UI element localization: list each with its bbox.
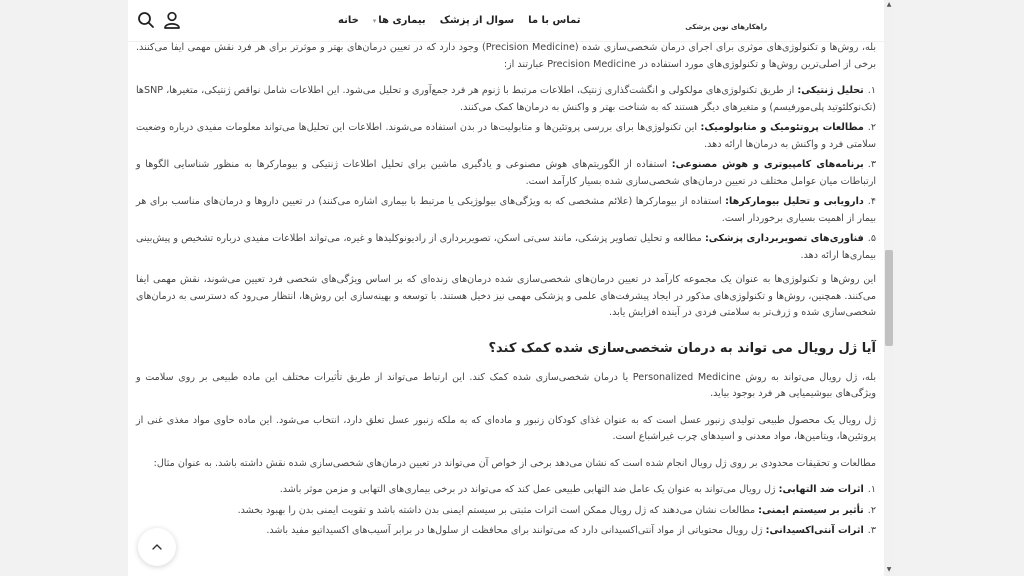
list-item-text: مطالعات نشان می‌دهند که ژل رویال ممکن است اثرات مثبتی بر سیستم ایمنی بدن داشته باشد و تقویت ایمنی بدن را بهبود بخشد. [237, 504, 759, 516]
list-item-title: برنامه‌های کامپیوتری و هوش مصنوعی: [671, 159, 864, 170]
list-item [136, 482, 876, 499]
list-item-title: مطالعات پروتئومیک و متابولومیک: [700, 122, 864, 133]
vertical-scrollbar[interactable] [884, 0, 894, 576]
royal-jelly-paragraph-1: بله، ژل رویال می‌تواند به روش Personalized Medicine یا درمان شخصی‌سازی شده کمک کند. این ارتباط می‌تواند از طریق تأثیرات مختلف این ماده طبیعی بر روی سلامت و ویژگی‌های بیوشیمیایی هر فرد بوجود بیاید. [136, 371, 876, 399]
list-item-text: از طریق تکنولوژی‌های مولکولی و انگشت‌گذاری ژنتیک، اطلاعات مرتبط با ژنوم هر فرد جمع‌آوری و تحلیل می‌شود. این اطلاعات شامل نواقص ژنتیکی، متغیرها، SNPها (تک‌نوکلئوتید پلی‌مورفیسم) و متغیرهای دیگر هستند که به شناخت بهتر و واکنش به درمان‌ها کمک می‌کنند. [136, 85, 876, 113]
list-item-text: ژل رویال می‌تواند به عنوان یک عامل ضد التهابی طبیعی عمل کند که می‌تواند در برخی بیماری‌های التهابی و مزمن موثر باشد. [279, 484, 779, 495]
list-item-title: تأثیر بر سیستم ایمنی: [758, 504, 864, 516]
conclusion-paragraph: این روش‌ها و تکنولوژی‌ها به عنوان یک مجموعه کارآمد در تعیین درمان‌های شخصی‌سازی شده درمان‌های زنده‌ای که بر اساس ویژگی‌های شخصی فرد تعیین می‌شوند، نقش مهمی ایفا می‌کنند. همچنین، روش‌ها و تکنولوژی‌های مذکور در ایجاد پیشرفت‌های علمی و پزشکی مهمی نیز دخیل هستند. با توسعه و بهینه‌سازی این روش‌ها، انتظار می‌رود که دسترسی به درمان‌های شخصی‌سازی شده و ژرف‌تر به سلامتی فردی در آینده افزایش یابد. [136, 274, 876, 318]
list-item [136, 83, 876, 116]
royal-jelly-list [136, 482, 876, 540]
technology-list [136, 83, 876, 264]
chevron-down-icon: ▾ [372, 16, 377, 25]
nav-diseases-label: بیماری ها [378, 14, 426, 26]
back-to-top-button[interactable] [138, 528, 176, 566]
list-item-title: دارویابی و تحلیل بیومارکرها: [725, 196, 864, 207]
list-item-title: اثرات آنتی‌اکسیدانی: [765, 525, 864, 536]
list-item [136, 157, 876, 190]
list-item-text: مطالعه و تحلیل تصاویر پزشکی، مانند سی‌تی اسکن، تصویربرداری از رادیونوکلیدها و غیره، می‌تواند اطلاعات مفیدی درباره تشخیص و پیش‌بینی بیماری‌ها ارائه دهد. [136, 233, 876, 261]
section-heading: آیا ژل رویال می تواند به درمان شخصی‌سازی شده کمک کند؟ [488, 340, 876, 356]
royal-jelly-paragraph-3: مطالعات و تحقیقات محدودی بر روی ژل رویال انجام شده است که نشان می‌دهد برخی از خواص آن می‌تواند در تعیین درمان‌های شخصی‌سازی شده نقش داشته باشد. به عنوان مثال: [153, 457, 876, 469]
royal-jelly-paragraph-2: ژل رویال یک محصول طبیعی تولیدی زنبور عسل است که به عنوان غذای کودکان زنبور و ماده‌ای که به ملکه زنبور عسل تعلق دارد، انتخاب می‌شود. این ماده حاوی مواد مغذی غنی از پروتئین‌ها، ویتامین‌ها، مواد معدنی و اسیدهای چرب غیراشباع است. [136, 414, 876, 442]
chevron-up-icon [150, 540, 164, 554]
site-header [128, 0, 884, 42]
list-item-title: اثرات ضد التهابی: [778, 484, 864, 495]
list-item [136, 503, 876, 520]
list-item [136, 120, 876, 153]
list-item-title: تحلیل ژنتیکی: [797, 85, 864, 96]
list-number: ۴. [867, 196, 876, 207]
nav-diseases[interactable] [373, 15, 426, 26]
scrollbar-thumb[interactable] [885, 250, 893, 346]
list-number: ۱. [867, 85, 876, 96]
list-number: ۲. [867, 504, 876, 516]
article-body [136, 40, 876, 548]
list-number: ۳. [867, 159, 876, 170]
nav-ask-doctor[interactable]: سوال از پزشک [439, 14, 515, 26]
list-item [136, 194, 876, 227]
scroll-down-arrow-icon[interactable]: ▼ [886, 566, 892, 573]
list-item [136, 231, 876, 264]
list-item [136, 523, 876, 540]
list-item-text: استفاده از بیومارکرها (علائم مشخصی که به ویژگی‌های بیولوژیکی یا مرتبط با بیماری اشاره می‌کنند) در تعیین داروها و درمان‌های مناسب برای هر بیمار از اهمیت بسیاری برخوردار است. [136, 196, 876, 224]
page [128, 0, 884, 576]
list-number: ۵. [867, 233, 877, 244]
intro-paragraph: بله، روش‌ها و تکنولوژی‌های موثری برای اجرای درمان شخصی‌سازی شده (Precision Medicine) وجود دارد که در تعیین درمان‌های بهتر و موثرتر برای هر فرد نقش مهمی ایفا می‌کنند. برخی از اصلی‌ترین روش‌ها و تکنولوژی‌های مورد استفاده در Precision Medicine عبارتند از: [136, 42, 876, 70]
list-item-title: فناوری‌های تصویربرداری پزشکی: [704, 233, 864, 244]
list-item-text: این تکنولوژی‌ها برای بررسی پروتئین‌ها و متابولیت‌ها در بدن استفاده می‌شوند. اطلاعات این تحلیل‌ها می‌تواند معلومات مفیدی درباره وضعیت سلامتی فرد و واکنش به درمان‌ها ارائه دهد. [136, 122, 876, 150]
nav-contact[interactable]: تماس با ما [528, 14, 581, 26]
list-number: ۳. [867, 525, 876, 536]
list-number: ۲. [867, 122, 876, 133]
list-item-text: استفاده از الگوریتم‌های هوش مصنوعی و یادگیری ماشین برای تحلیل اطلاعات ژنتیکی و بیومارکرها به منظور شناسایی الگوها و ارتباطات میان عوامل مختلف در تعیین درمان‌های شخصی‌سازی شده بسیار کارآمد است. [136, 159, 876, 187]
list-number: ۱. [867, 484, 876, 495]
user-icon[interactable] [162, 10, 182, 30]
scroll-up-arrow-icon[interactable]: ▲ [886, 1, 892, 8]
nav-home[interactable]: خانه [338, 14, 359, 26]
site-logo[interactable]: راهکارهای نوین پزشکی [685, 23, 767, 31]
search-icon[interactable] [136, 10, 156, 30]
list-item-text: ژل رویال محتویاتی از مواد آنتی‌اکسیدانی دارد که می‌توانند برای محافظت از سلول‌ها در برابر آسیب‌های اکسیداتیو مفید باشد. [266, 525, 766, 536]
main-nav [338, 12, 581, 28]
